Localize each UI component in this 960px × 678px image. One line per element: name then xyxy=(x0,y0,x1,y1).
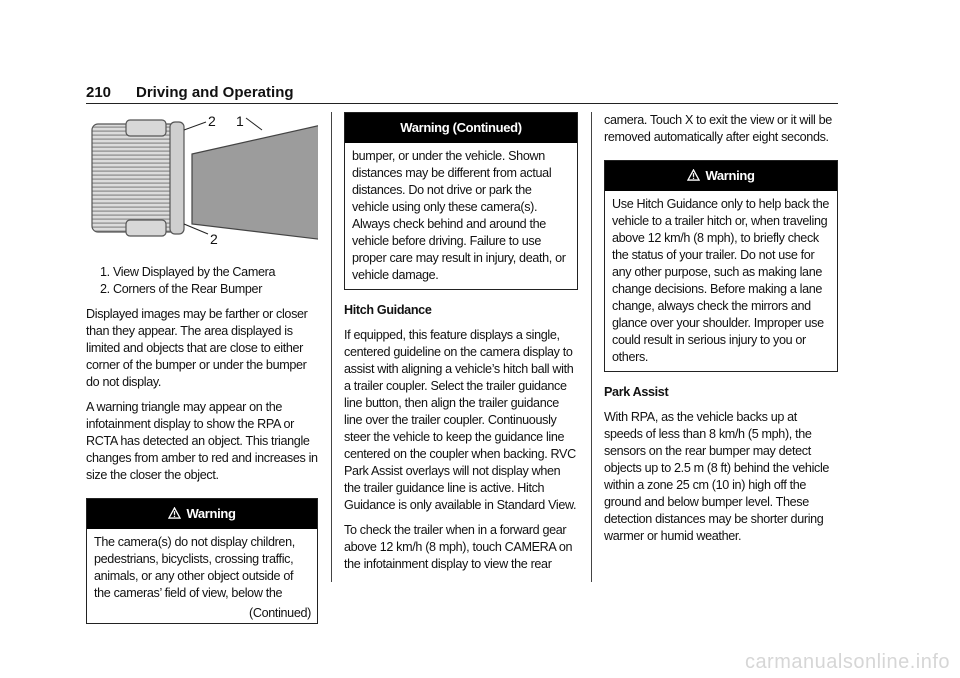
paragraph: camera. Touch X to exit the view or it will be removed automatically after eight seconds. xyxy=(604,113,832,144)
camera-view-area xyxy=(192,124,318,240)
column-3 xyxy=(604,112,838,553)
section-subhead: Park Assist xyxy=(604,385,669,399)
list-item: 2. Corners of the Rear Bumper xyxy=(100,282,263,296)
warning-box xyxy=(604,160,838,372)
watermark: carmanualsonline.info xyxy=(744,651,950,673)
column-1 xyxy=(86,112,318,632)
figure-legend xyxy=(100,264,318,298)
warning-box xyxy=(86,498,318,624)
column-divider xyxy=(591,112,592,582)
warning-header xyxy=(605,161,837,191)
paragraph: A warning triangle may appear on the infotainment display to show the RPA or RCTA has detected an object. This triangle changes from amber to red and increases in size the closer the object. xyxy=(86,400,318,482)
warning-header xyxy=(87,499,317,529)
warning-title: Warning xyxy=(186,506,236,521)
paragraph: If equipped, this feature displays a single, centered guideline on the camera display to assist with aligning a vehicle’s hitch ball with a trailer coupler. Select the trailer guidance line button, then align the trailer guidance line over the trailer coupler. Continuously steer the vehicle to keep the guidance line centered on the coupler when backing. RVC Park Assist overlays will not display when the trailer guidance line is active. Hitch Guidance is only available in Standard View. xyxy=(344,328,577,512)
column-divider xyxy=(331,112,332,582)
callout-2-top: 2 xyxy=(208,113,216,129)
column-2 xyxy=(344,112,578,581)
section-title: Driving and Operating xyxy=(136,84,294,101)
warning-body: bumper, or under the vehicle. Shown distances may be different from actual distances. Do not drive or park the vehicle using only these camera(s). Always check behind and around the vehicle before driving. Failure to use proper care may result in injury, death, or vehicle damage. xyxy=(352,149,566,282)
list-item: 1. View Displayed by the Camera xyxy=(100,265,276,279)
continued-label: (Continued) xyxy=(249,606,311,620)
warning-header xyxy=(345,113,577,143)
paragraph: Displayed images may be farther or closer than they appear. The area displayed is limited and objects that are close to either corner of the bumper or under the bumper do not display. xyxy=(86,307,308,389)
page-number: 210 xyxy=(86,84,112,101)
page-header xyxy=(86,83,838,104)
callout-1: 1 xyxy=(236,113,244,129)
rear-camera-figure xyxy=(86,112,318,252)
paragraph: To check the trailer when in a forward gear above 12 km/h (8 mph), touch CAMERA on the infotainment display to view the rear xyxy=(344,523,573,571)
vehicle-rear-illustration xyxy=(92,120,184,236)
warning-title: Warning (Continued) xyxy=(400,120,522,135)
warning-title: Warning xyxy=(705,168,755,183)
section-subhead: Hitch Guidance xyxy=(344,303,432,317)
warning-body: The camera(s) do not display children, pedestrians, bicyclists, crossing traffic, animals, or any other object outside of the cameras’ field of view, below the xyxy=(94,535,295,600)
paragraph: With RPA, as the vehicle backs up at speeds of less than 8 km/h (5 mph), the sensors on the rear bumper may detect objects up to 2.5 m (8 ft) behind the vehicle within a zone 25 cm (10 in) high off the ground and below bumper level. These detection distances may be shorter during warmer or humid weather. xyxy=(604,410,830,543)
warning-triangle-icon xyxy=(168,507,181,519)
warning-triangle-icon xyxy=(687,169,700,181)
callout-2-bottom: 2 xyxy=(210,231,218,247)
warning-box-continued xyxy=(344,112,578,290)
warning-body: Use Hitch Guidance only to help back the vehicle to a trailer hitch or, when traveling above 12 km/h (8 mph), to briefly check the status of your trailer. Do not use for any other purpose, such as making lane change decisions. Before making a lane change, always check the mirrors and glance over your shoulder. Improper use could result in serious injury to you or others. xyxy=(612,197,830,364)
